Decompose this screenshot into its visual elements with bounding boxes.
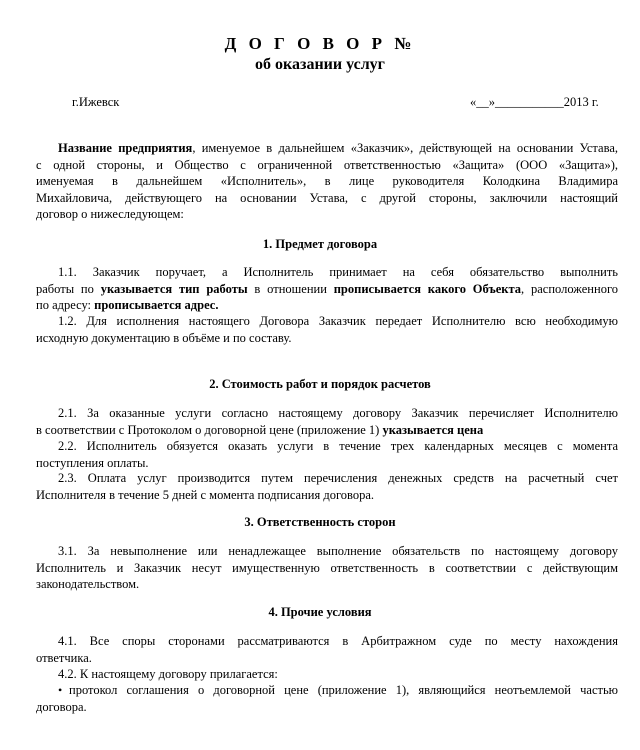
clause-1-2	[36, 313, 618, 346]
clause-2-2	[36, 438, 618, 471]
clause-4-1	[36, 633, 618, 666]
clause-2-3-line-1: 2.3. Оплата услуг производится путем перечисления денежных средств на расчетный счет	[58, 471, 618, 485]
clause-2-3-line-2: Исполнителя в течение 5 дней с момента подписания договора.	[36, 487, 375, 502]
clause-2-1	[36, 405, 618, 438]
clause-1-2-line-1: 1.2. Для исполнения настоящего Договора Заказчик передает Исполнителю всю необходимую	[58, 314, 618, 328]
section-3-heading: 3. Ответственность сторон	[244, 515, 396, 529]
preamble-line-4: Михайловича, действующего на основании Устава, с другой стороны, заключили настоящий	[36, 190, 618, 205]
preamble-line-1: Название предприятия, именуемое в дальнейшем «Заказчик», действующей на основании Устава,	[58, 141, 618, 155]
clause-3-1-line-3: законодательством.	[36, 577, 140, 591]
attachment-item-1-line-2: договора.	[36, 699, 87, 714]
section-2-heading: 2. Стоимость работ и порядок расчетов	[209, 377, 431, 391]
clause-1-1-line-3: по адресу: прописывается адрес.	[36, 298, 219, 312]
preamble-line-5: договор о нижеследующем:	[36, 207, 184, 221]
preamble-line-3: именуемая в дальнейшем «Исполнитель», в лице руководителя Колодкина Владимира	[36, 174, 618, 188]
clause-4-2	[36, 666, 618, 683]
clause-1-2-line-2: исходную документацию в объёме и по составу.	[36, 330, 292, 345]
document-title: Д О Г О В О Р №	[224, 34, 416, 53]
attachment-item-1	[36, 682, 618, 715]
attachment-item-1-line-1: протокол соглашения о договорной цене (приложение 1), являющийся неотъемлемой частью	[69, 683, 618, 697]
clause-2-1-line-2: в соответствии с Протоколом о договорной цене (приложение 1) указывается цена	[36, 422, 484, 437]
clause-3-1-line-1: 3.1. За невыполнение или ненадлежащее выполнение обязательств по настоящему договору	[58, 544, 618, 558]
clause-4-1-line-1: 4.1. Все споры сторонами рассматриваются в Арбитражном суде по месту нахождения	[58, 634, 618, 648]
clause-2-2-line-2: поступления оплаты.	[36, 455, 149, 470]
contract-date: «__»___________2013 г.	[470, 95, 599, 109]
clause-1-1-line-1: 1.1. Заказчик поручает, а Исполнитель принимает на себя обязательство выполнить	[58, 265, 618, 279]
preamble-line-2: с одной стороны, и Общество с ограниченной ответственностью «Защита» (ООО «Защита»),	[36, 157, 618, 172]
document-subtitle: об оказании услуг	[255, 56, 385, 73]
clause-4-1-line-2: ответчика.	[36, 650, 92, 665]
preamble	[36, 140, 618, 223]
clause-2-2-line-1: 2.2. Исполнитель обязуется оказать услуги в течение трех календарных месяцев с момента	[58, 439, 618, 453]
clause-2-3	[36, 470, 618, 503]
section-4-heading: 4. Прочие условия	[268, 605, 372, 619]
bullet-icon: •	[58, 683, 63, 697]
company-name: Название предприятия	[58, 141, 193, 155]
clause-3-1	[36, 543, 618, 593]
clause-1-1	[36, 264, 618, 314]
clause-3-1-line-2: Исполнитель и Заказчик несут имущественную ответственность в соответствии с действующим	[36, 560, 618, 575]
city: г.Ижевск	[72, 95, 120, 109]
clause-2-1-line-1: 2.1. За оказанные услуги согласно настоящему договору Заказчик перечисляет Исполнителю	[58, 406, 618, 420]
clause-4-2-text: 4.2. К настоящему договору прилагается:	[58, 667, 278, 681]
clause-1-1-line-2: работы по указывается тип работы в отношении прописывается какого Объекта, расположенного	[36, 281, 619, 296]
section-1-heading: 1. Предмет договора	[262, 237, 378, 251]
